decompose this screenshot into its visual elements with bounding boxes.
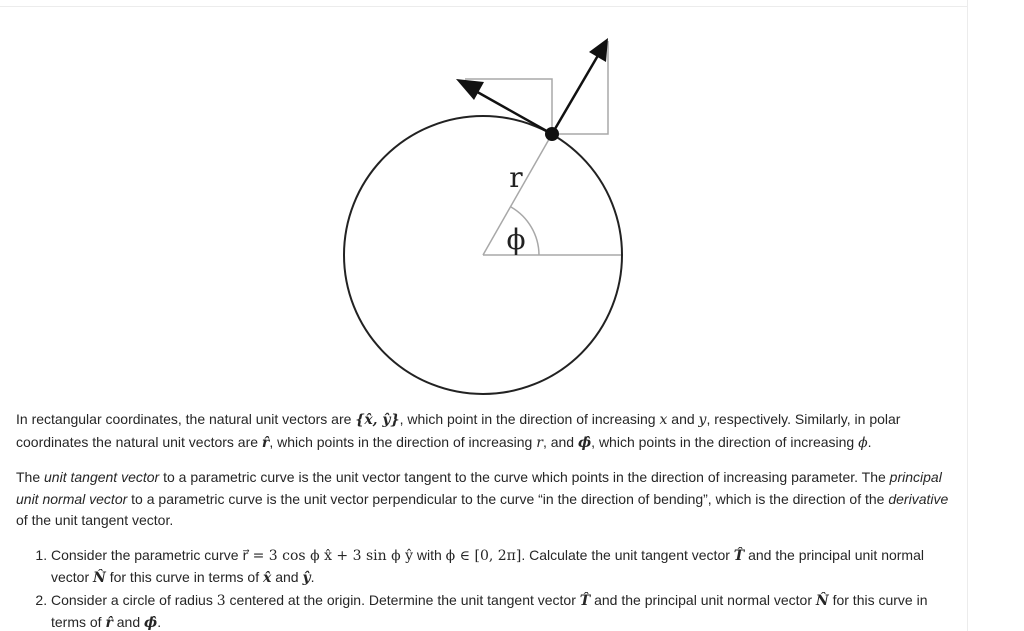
text: and <box>667 411 699 427</box>
text: and <box>112 614 144 630</box>
text: with <box>412 546 446 563</box>
text: to a parametric curve is the unit vector perpendicular to the curve “in the direction of bending”, which is the direction of the <box>127 490 889 507</box>
text: . Calculate the unit tangent vector <box>521 546 734 563</box>
phi-label: ϕ <box>506 223 526 256</box>
text: centered at the origin. Determine the unit tangent vector <box>225 591 580 608</box>
paragraph-unit-vectors <box>16 409 951 454</box>
point-on-circle <box>545 127 559 141</box>
text: , which points in the direction of increasing <box>269 433 537 450</box>
text: . <box>310 569 315 585</box>
math-t-hat: T̂ <box>733 547 745 564</box>
math-phi: ϕ <box>858 434 868 451</box>
math-unit-vector-set: {x̂, ŷ} <box>355 412 400 428</box>
math-x-hat: x̂ <box>262 570 272 586</box>
term-principal-unit-normal-vector: principal unit normal vector <box>16 469 942 507</box>
text: , and <box>542 433 578 450</box>
problem-text <box>16 409 951 631</box>
math-radius: 3 <box>216 592 226 609</box>
text: for this curve in terms of <box>105 569 263 585</box>
math-y: y <box>698 412 707 428</box>
text: for this curve in terms of <box>51 591 928 630</box>
paragraph-definitions <box>16 467 951 532</box>
right-divider <box>967 0 968 631</box>
text: , respectively. Similarly, in polar coordinates the natural unit vectors are <box>16 411 901 450</box>
problem-list <box>16 545 951 631</box>
text: . <box>157 614 162 630</box>
math-parametric-curve: r⃗ = 3 cos ϕ x̂ + 3 sin ϕ ŷ <box>242 547 413 564</box>
text: . <box>867 433 872 450</box>
math-n-hat: N̂ <box>93 570 106 586</box>
phi-hat-arrow-shaft <box>472 89 552 134</box>
text: In rectangular coordinates, the natural unit vectors are <box>16 411 356 427</box>
text: and the principal unit normal vector <box>51 546 924 585</box>
text: of the unit tangent vector. <box>16 512 174 528</box>
text: The <box>16 469 45 485</box>
math-phi-hat: ϕ̂ <box>144 615 158 631</box>
text: to a parametric curve is the unit vector tangent to the curve which points in the direction of increasing parameter. The <box>159 469 890 485</box>
r-hat-arrow-shaft <box>552 52 600 134</box>
math-r-hat: r̂ <box>261 434 270 451</box>
math-t-hat: T̂ <box>579 592 591 609</box>
text: Consider a circle of radius <box>51 591 217 608</box>
phi-hat-arrowhead <box>456 79 484 100</box>
r-hat-arrowhead <box>589 38 608 62</box>
text: and <box>271 569 303 585</box>
text: Consider the parametric curve <box>51 546 243 563</box>
term-derivative: derivative <box>888 490 949 507</box>
r-label: r <box>509 161 523 194</box>
text: , which points in the direction of increasing <box>591 433 859 450</box>
term-unit-tangent-vector: unit tangent vector <box>44 469 160 485</box>
text: and the principal unit normal vector <box>590 591 816 608</box>
math-n-hat: N̂ <box>815 592 829 609</box>
list-item <box>51 545 951 590</box>
math-domain: ϕ ∈ [0, 2π] <box>445 547 522 564</box>
math-y-hat: ŷ <box>302 570 311 586</box>
math-r: r <box>536 434 543 451</box>
math-phi-hat: ϕ̂ <box>577 434 592 451</box>
math-r-hat: r̂ <box>105 615 113 631</box>
list-item <box>51 590 951 631</box>
text: , which point in the direction of increasing <box>399 411 660 427</box>
math-x: x <box>659 412 668 428</box>
